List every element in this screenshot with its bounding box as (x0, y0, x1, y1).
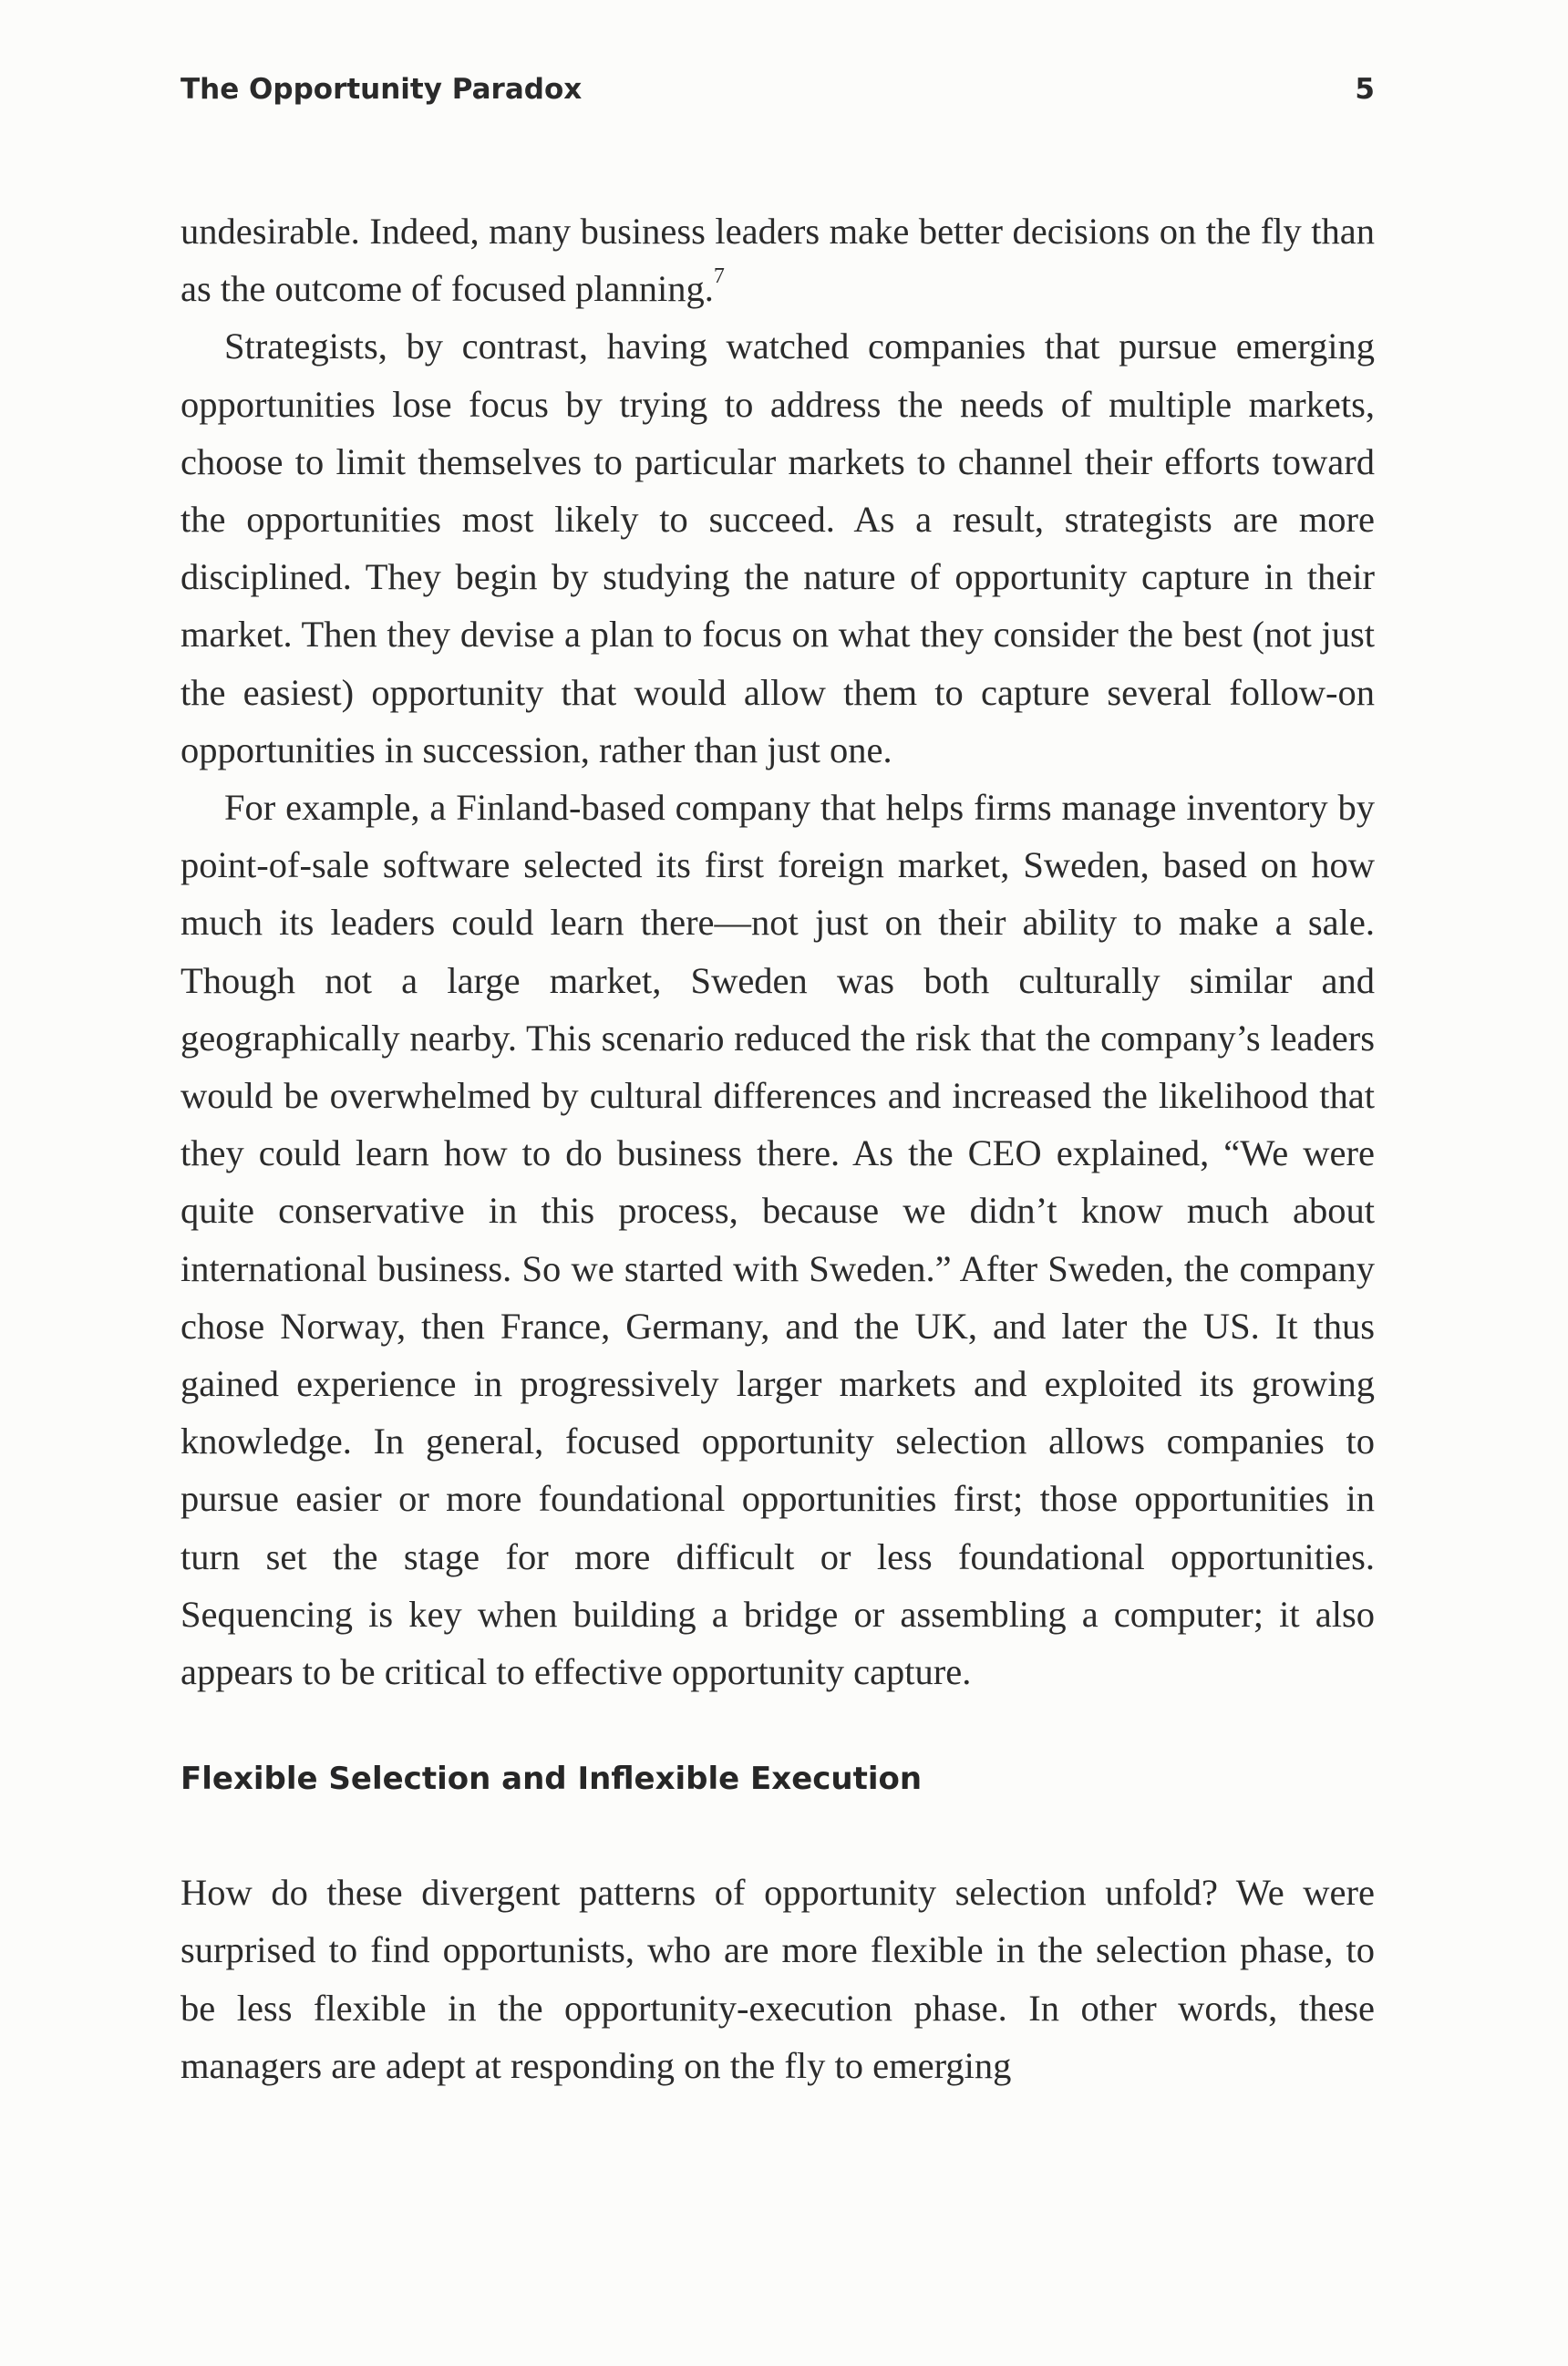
paragraph-strategists: Strategists, by contrast, having watched companies that pursue emerging opportunities lose focus by trying to address the needs of multiple markets, choose to limit themselves to particular markets to channel their efforts toward the opportunities most likely to succeed. As a result, strategists are more disciplined. They begin by studying the nature of opportunity capture in their market. Then they devise a plan to focus on what they consider the best (not just the easiest) opportunity that would allow them to capture several follow-on opportunities in succession, rather than just one. (181, 325, 1375, 770)
running-head (181, 73, 1375, 106)
paragraph-text: undesirable. Indeed, many business leaders make better decisions on the fly than as the outcome of focused planning. (181, 211, 1375, 310)
page-number: 5 (1355, 73, 1375, 106)
section-first-paragraph: How do these divergent patterns of opportunity selection unfold? We were surprised to find opportunists, who are more flexible in the selection phase, to be less flexible in the opportunity-execution phase. In other words, these managers are adept at responding on the fly to emerging (181, 1872, 1375, 2086)
section-heading: Flexible Selection and Inflexible Execution (181, 1761, 923, 1798)
paragraph-continued (181, 202, 1375, 317)
footnote-marker: 7 (713, 264, 725, 289)
paragraph-example: For example, a Finland-based company that helps firms manage inventory by point-of-sale software selected its first foreign market, Sweden, based on how much its leaders could learn there—not just on their ability to make a sale. Though not a large market, Sweden was both culturally similar and geographically nearby. This scenario reduced the risk that the company’s leaders would be overwhelmed by cultural differences and increased the likelihood that they could learn how to do business there. As the CEO explained, “We were quite conservative in this process, because we didn’t know much about international business. So we started with Sweden.” After Sweden, the company chose Norway, then France, Germany, and the UK, and later the US. It thus gained experience in progressively larger markets and exploited its growing knowledge. In general, focused opportunity selection allows companies to pursue easier or more foundational opportunities first; those opportunities in turn set the stage for more difficult or less foundational opportunities. Sequencing is key when building a bridge or assembling a computer; it also appears to be critical to effective opportunity capture. (181, 787, 1375, 1693)
running-title: The Opportunity Paradox (181, 73, 583, 106)
body-text (181, 202, 1375, 2094)
